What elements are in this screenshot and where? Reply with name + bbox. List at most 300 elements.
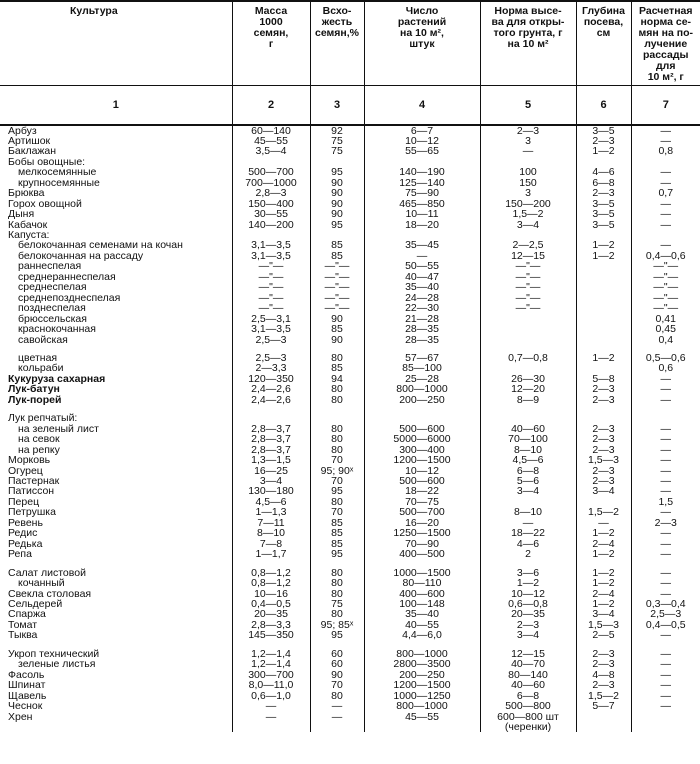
culture-cell: среднепозднеспелая xyxy=(18,292,121,304)
plants-cell xyxy=(364,157,480,167)
germination-cell: 70 xyxy=(310,507,364,517)
germination-cell: 85 xyxy=(310,363,364,373)
depth-cell xyxy=(576,722,631,732)
mass-cell: 0,8—1,2 xyxy=(232,578,310,588)
seedling-rate-cell: — xyxy=(631,384,700,394)
seedling-rate-cell: — xyxy=(631,455,700,465)
table-body xyxy=(0,125,700,733)
mass-cell: 140—200 xyxy=(232,220,310,230)
depth-cell: 4—8 xyxy=(576,670,631,680)
culture-cell: Патиссон xyxy=(8,486,55,497)
seedling-rate-cell: — xyxy=(631,507,700,517)
depth-cell: 2—3 xyxy=(576,476,631,486)
mass-cell: 130—180 xyxy=(232,486,310,496)
seedling-rate-cell: 0,4—0,6 xyxy=(631,251,700,261)
culture-cell: Пастернак xyxy=(8,476,60,487)
sowing-rate-cell: 26—30 xyxy=(480,374,576,384)
plants-cell: 50—55 xyxy=(364,261,480,271)
seedling-rate-cell: — xyxy=(631,445,700,455)
germination-cell xyxy=(310,405,364,413)
table-row xyxy=(0,518,700,528)
table-row xyxy=(0,620,700,630)
depth-cell: 1—2 xyxy=(576,240,631,250)
germination-cell xyxy=(310,345,364,353)
mass-cell: 16—25 xyxy=(232,466,310,476)
mass-cell: —"— xyxy=(232,282,310,292)
mass-cell: 3—4 xyxy=(232,476,310,486)
sowing-rate-cell xyxy=(480,324,576,334)
sowing-rate-cell: —"— xyxy=(480,293,576,303)
culture-cell: кочанный xyxy=(18,578,65,589)
germination-cell: 75 xyxy=(310,599,364,609)
seedling-rate-cell: — xyxy=(631,578,700,588)
depth-cell: 2—3 xyxy=(576,136,631,146)
seedling-rate-cell: —"— xyxy=(631,272,700,282)
table-row xyxy=(0,434,700,444)
mass-cell: 145—350 xyxy=(232,630,310,640)
seedling-rate-cell: — xyxy=(631,659,700,669)
germination-cell xyxy=(310,722,364,732)
depth-cell: 2—4 xyxy=(576,539,631,549)
germination-cell: 85 xyxy=(310,539,364,549)
header-depth: Глубина посева, см xyxy=(576,1,631,85)
seedling-rate-cell: — xyxy=(631,539,700,549)
culture-cell xyxy=(0,560,232,568)
table-row xyxy=(0,455,700,465)
plants-cell: 200—250 xyxy=(364,395,480,405)
culture-cell: Брюква xyxy=(8,188,45,199)
sowing-rate-cell: 2 xyxy=(480,549,576,559)
germination-cell: —"— xyxy=(310,261,364,271)
mass-cell: 20—35 xyxy=(232,609,310,619)
sowing-rate-cell xyxy=(480,560,576,568)
plants-cell: 1250—1500 xyxy=(364,528,480,538)
mass-cell xyxy=(232,413,310,423)
seedling-rate-cell: — xyxy=(631,220,700,230)
culture-cell: Морковь xyxy=(8,455,51,466)
depth-cell xyxy=(576,293,631,303)
seedling-rate-cell: — xyxy=(631,199,700,209)
table-row xyxy=(0,424,700,434)
sowing-rate-cell: (черенки) xyxy=(480,722,576,732)
plants-cell: 70—75 xyxy=(364,497,480,507)
table-row xyxy=(0,157,700,167)
germination-cell: 94 xyxy=(310,374,364,384)
culture-cell xyxy=(0,641,232,649)
germination-cell: 95 xyxy=(310,167,364,177)
depth-cell: 3—4 xyxy=(576,486,631,496)
mass-cell xyxy=(232,157,310,167)
sowing-rate-cell: 80—140 xyxy=(480,670,576,680)
sowing-rate-cell: — xyxy=(480,146,576,156)
culture-cell: краснокочанная xyxy=(18,324,96,335)
sowing-rate-cell xyxy=(480,641,576,649)
depth-cell: 2—3 xyxy=(576,466,631,476)
germination-cell: 80 xyxy=(310,568,364,578)
plants-cell xyxy=(364,230,480,240)
table-row xyxy=(0,568,700,578)
seedling-rate-cell: 0,45 xyxy=(631,324,700,334)
sowing-rate-cell: 5—6 xyxy=(480,476,576,486)
plants-cell: 1200—1500 xyxy=(364,680,480,690)
sowing-rate-cell: 4,5—6 xyxy=(480,455,576,465)
mass-cell: 2,5—3 xyxy=(232,335,310,345)
culture-cell: Шпинат xyxy=(8,680,46,691)
sowing-rate-cell: 4—6 xyxy=(480,539,576,549)
table-row xyxy=(0,324,700,334)
depth-cell: 2—3 xyxy=(576,434,631,444)
plants-cell: 10—11 xyxy=(364,209,480,219)
mass-cell: 4,5—6 xyxy=(232,497,310,507)
plants-cell: — xyxy=(364,251,480,261)
seedling-rate-cell: — xyxy=(631,528,700,538)
header-plants: Число растений на 10 м², штук xyxy=(364,1,480,85)
mass-cell: 1—1,7 xyxy=(232,549,310,559)
seedling-rate-cell xyxy=(631,560,700,568)
germination-cell xyxy=(310,413,364,423)
table-row xyxy=(0,578,700,588)
culture-cell: Капуста: xyxy=(8,230,50,241)
mass-cell xyxy=(232,722,310,732)
germination-cell: 85 xyxy=(310,240,364,250)
germination-cell xyxy=(310,157,364,167)
culture-cell: Артишок xyxy=(8,135,51,147)
sowing-rate-cell xyxy=(480,413,576,423)
seedling-rate-cell: — xyxy=(631,649,700,659)
mass-cell: 700—1000 xyxy=(232,178,310,188)
mass-cell: 2,8—3,7 xyxy=(232,424,310,434)
culture-cell: Тыква xyxy=(8,630,38,641)
plants-cell xyxy=(364,405,480,413)
header-sowing-rate: Норма высе- ва для откры- того грунта, г на 10 м² xyxy=(480,1,576,85)
table-row xyxy=(0,549,700,559)
sowing-rate-cell: 10—12 xyxy=(480,589,576,599)
sowing-rate-cell: 20—35 xyxy=(480,609,576,619)
sowing-rate-cell: 12—15 xyxy=(480,251,576,261)
seedling-rate-cell: 2,5—3 xyxy=(631,609,700,619)
culture-cell: Сельдерей xyxy=(8,598,63,610)
plants-cell: 21—28 xyxy=(364,314,480,324)
sowing-rate-cell: 3 xyxy=(480,136,576,146)
germination-cell xyxy=(310,560,364,568)
table-row xyxy=(0,630,700,640)
seedling-rate-cell xyxy=(631,405,700,413)
table-row xyxy=(0,188,700,198)
depth-cell xyxy=(576,405,631,413)
mass-cell: 3,1—3,5 xyxy=(232,251,310,261)
table-row xyxy=(0,589,700,599)
mass-cell: 2,4—2,6 xyxy=(232,395,310,405)
depth-cell: 2—4 xyxy=(576,589,631,599)
seedling-rate-cell: — xyxy=(631,136,700,146)
culture-cell: кольраби xyxy=(18,363,64,374)
table-row xyxy=(0,146,700,156)
germination-cell: —"— xyxy=(310,272,364,282)
sowing-rate-cell: 600—800 шт xyxy=(480,712,576,722)
mass-cell: 8,0—11,0 xyxy=(232,680,310,690)
plants-cell: 24—28 xyxy=(364,293,480,303)
table-row xyxy=(0,641,700,649)
plants-cell xyxy=(364,560,480,568)
mass-cell: 1,2—1,4 xyxy=(232,659,310,669)
culture-cell: Перец xyxy=(8,496,40,508)
seedling-rate-cell: —"— xyxy=(631,303,700,313)
depth-cell: 2—3 xyxy=(576,445,631,455)
depth-cell xyxy=(576,641,631,649)
germination-cell: 80 xyxy=(310,691,364,701)
mass-cell: — xyxy=(232,701,310,711)
plants-cell: 1000—1250 xyxy=(364,691,480,701)
plants-cell: 18—22 xyxy=(364,486,480,496)
germination-cell: 95 xyxy=(310,220,364,230)
table-row xyxy=(0,125,700,136)
mass-cell: 10—16 xyxy=(232,589,310,599)
germination-cell: 80 xyxy=(310,589,364,599)
seedling-rate-cell: 0,4—0,5 xyxy=(631,620,700,630)
table-row xyxy=(0,413,700,423)
table-row xyxy=(0,384,700,394)
germination-cell xyxy=(310,641,364,649)
table-row xyxy=(0,199,700,209)
culture-cell: Хрен xyxy=(8,711,33,722)
depth-cell: 1—2 xyxy=(576,528,631,538)
plants-cell: 500—600 xyxy=(364,424,480,434)
germination-cell: 80 xyxy=(310,497,364,507)
sowing-rate-cell: 40—60 xyxy=(480,680,576,690)
depth-cell xyxy=(576,712,631,722)
table-row xyxy=(0,670,700,680)
culture-cell: Петрушка xyxy=(8,507,56,518)
depth-cell: 1—2 xyxy=(576,549,631,559)
plants-cell: 75—90 xyxy=(364,188,480,198)
plants-cell: 45—55 xyxy=(364,712,480,722)
seedling-rate-cell: 0,5—0,6 xyxy=(631,353,700,363)
table-row xyxy=(0,314,700,324)
sowing-rate-cell: —"— xyxy=(480,303,576,313)
germination-cell: — xyxy=(310,701,364,711)
sowing-rate-cell: — xyxy=(480,518,576,528)
seedling-rate-cell: — xyxy=(631,240,700,250)
germination-cell: 80 xyxy=(310,424,364,434)
culture-cell: Лук репчатый: xyxy=(8,413,78,424)
mass-cell: 2,5—3 xyxy=(232,353,310,363)
germination-cell: 90 xyxy=(310,670,364,680)
germination-cell: 85 xyxy=(310,528,364,538)
sowing-rate-cell: 2—3 xyxy=(480,125,576,136)
table-row xyxy=(0,497,700,507)
seedling-rate-cell: — xyxy=(631,178,700,188)
seedling-rate-cell: — xyxy=(631,589,700,599)
culture-cell: Бобы овощные: xyxy=(8,156,86,168)
sowing-rate-cell: 500—800 xyxy=(480,701,576,711)
mass-cell: 0,4—0,5 xyxy=(232,599,310,609)
depth-cell xyxy=(576,282,631,292)
sowing-rate-cell: 150—200 xyxy=(480,199,576,209)
germination-cell: 80 xyxy=(310,384,364,394)
sowing-rate-cell xyxy=(480,157,576,167)
culture-cell: Ревень xyxy=(8,517,43,529)
plants-cell: 35—40 xyxy=(364,282,480,292)
sowing-rate-cell: 12—15 xyxy=(480,649,576,659)
culture-cell: брюссельская xyxy=(18,313,87,325)
seedling-rate-cell xyxy=(631,157,700,167)
culture-cell: цветная xyxy=(18,353,58,364)
mass-cell: 7—8 xyxy=(232,539,310,549)
seedling-rate-cell: — xyxy=(631,395,700,405)
mass-cell: 2,8—3 xyxy=(232,188,310,198)
plants-cell: 28—35 xyxy=(364,324,480,334)
plants-cell: 5000—6000 xyxy=(364,434,480,444)
seedling-rate-cell: — xyxy=(631,486,700,496)
sowing-rate-cell: 6—8 xyxy=(480,466,576,476)
depth-cell: 3—4 xyxy=(576,609,631,619)
culture-cell xyxy=(0,345,232,353)
plants-cell: 800—1000 xyxy=(364,384,480,394)
mass-cell: 2,4—2,6 xyxy=(232,384,310,394)
table-row xyxy=(0,240,700,250)
mass-cell: 3,1—3,5 xyxy=(232,324,310,334)
plants-cell: 100—148 xyxy=(364,599,480,609)
depth-cell xyxy=(576,230,631,240)
culture-cell: Чеснок xyxy=(8,701,43,712)
depth-cell: 1,5—3 xyxy=(576,455,631,465)
sowing-rate-cell: —"— xyxy=(480,261,576,271)
plants-cell: 80—110 xyxy=(364,578,480,588)
culture-cell: Кабачок xyxy=(8,219,48,231)
sowing-rate-cell: 8—9 xyxy=(480,395,576,405)
table-row xyxy=(0,599,700,609)
mass-cell: 3,1—3,5 xyxy=(232,240,310,250)
table-row xyxy=(0,209,700,219)
germination-cell: 70 xyxy=(310,680,364,690)
depth-cell xyxy=(576,363,631,373)
seedling-rate-cell: 0,4 xyxy=(631,335,700,345)
mass-cell: —"— xyxy=(232,293,310,303)
culture-cell: Лук-порей xyxy=(8,394,62,406)
sowing-rate-cell: 18—22 xyxy=(480,528,576,538)
sowing-rate-cell: 3 xyxy=(480,188,576,198)
table-row xyxy=(0,712,700,722)
depth-cell xyxy=(576,560,631,568)
plants-cell xyxy=(364,345,480,353)
plants-cell: 400—500 xyxy=(364,549,480,559)
germination-cell: — xyxy=(310,712,364,722)
culture-cell: Укроп технический xyxy=(8,648,100,660)
depth-cell: 5—7 xyxy=(576,701,631,711)
table-row xyxy=(0,701,700,711)
germination-cell: 85 xyxy=(310,251,364,261)
table-row xyxy=(0,486,700,496)
culture-cell xyxy=(0,405,232,413)
sowing-rate-cell: 1,5—2 xyxy=(480,209,576,219)
depth-cell: 1—2 xyxy=(576,353,631,363)
table-row xyxy=(0,722,700,732)
germination-cell: 95; 90ˣ xyxy=(310,466,364,476)
culture-cell: Щавель xyxy=(8,690,47,702)
depth-cell: 3—5 xyxy=(576,199,631,209)
mass-cell: 2—3,3 xyxy=(232,363,310,373)
seedling-rate-cell: 2—3 xyxy=(631,518,700,528)
germination-cell: 80 xyxy=(310,395,364,405)
mass-cell: 0,8—1,2 xyxy=(232,568,310,578)
germination-cell: —"— xyxy=(310,293,364,303)
seedling-rate-cell: — xyxy=(631,125,700,136)
table-row xyxy=(0,293,700,303)
sowing-rate-cell xyxy=(480,405,576,413)
seedling-rate-cell: —"— xyxy=(631,293,700,303)
germination-cell: 60 xyxy=(310,649,364,659)
germination-cell: 90 xyxy=(310,335,364,345)
plants-cell: 125—140 xyxy=(364,178,480,188)
seedling-rate-cell: — xyxy=(631,374,700,384)
sowing-rate-cell: 3—4 xyxy=(480,630,576,640)
plants-cell: 10—12 xyxy=(364,136,480,146)
depth-cell: 2—3 xyxy=(576,649,631,659)
seedling-rate-cell xyxy=(631,230,700,240)
col-number: 1 xyxy=(0,85,232,125)
sowing-rate-cell: 2—3 xyxy=(480,620,576,630)
germination-cell: 70 xyxy=(310,476,364,486)
sowing-rate-cell xyxy=(480,314,576,324)
germination-cell xyxy=(310,230,364,240)
plants-cell: 40—55 xyxy=(364,620,480,630)
plants-cell: 800—1000 xyxy=(364,701,480,711)
table-row xyxy=(0,539,700,549)
table-row xyxy=(0,466,700,476)
depth-cell: 1—2 xyxy=(576,568,631,578)
germination-cell: 90 xyxy=(310,188,364,198)
table-row xyxy=(0,230,700,240)
depth-cell xyxy=(576,157,631,167)
germination-cell: 95 xyxy=(310,549,364,559)
depth-cell: 1,5—3 xyxy=(576,620,631,630)
plants-cell: 57—67 xyxy=(364,353,480,363)
mass-cell: 45—55 xyxy=(232,136,310,146)
mass-cell: 1—1,3 xyxy=(232,507,310,517)
mass-cell: 1,2—1,4 xyxy=(232,649,310,659)
germination-cell: 80 xyxy=(310,434,364,444)
seedling-rate-cell: — xyxy=(631,630,700,640)
depth-cell: 2—3 xyxy=(576,424,631,434)
germination-cell: 90 xyxy=(310,209,364,219)
germination-cell: 90 xyxy=(310,178,364,188)
sowing-rate-cell: —"— xyxy=(480,272,576,282)
germination-cell: 80 xyxy=(310,353,364,363)
culture-cell: Спаржа xyxy=(8,609,46,620)
col-number: 2 xyxy=(232,85,310,125)
table-row xyxy=(0,445,700,455)
seedling-rate-cell xyxy=(631,641,700,649)
plants-cell: 500—700 xyxy=(364,507,480,517)
sowing-rate-cell: 6—8 xyxy=(480,691,576,701)
germination-cell: 90 xyxy=(310,199,364,209)
depth-cell: 2—3 xyxy=(576,188,631,198)
depth-cell: 2—3 xyxy=(576,384,631,394)
germination-cell: 85 xyxy=(310,518,364,528)
table-row xyxy=(0,353,700,363)
seedling-rate-cell: — xyxy=(631,670,700,680)
table-row xyxy=(0,282,700,292)
seedling-rate-cell: — xyxy=(631,434,700,444)
germination-cell: 75 xyxy=(310,146,364,156)
seedling-rate-cell: — xyxy=(631,476,700,486)
mass-cell: 2,8—3,3 xyxy=(232,620,310,630)
seedling-rate-cell: — xyxy=(631,691,700,701)
germination-cell: 92 xyxy=(310,125,364,136)
sowing-rate-cell: 2—2,5 xyxy=(480,240,576,250)
depth-cell: — xyxy=(576,518,631,528)
mass-cell: 60—140 xyxy=(232,125,310,136)
